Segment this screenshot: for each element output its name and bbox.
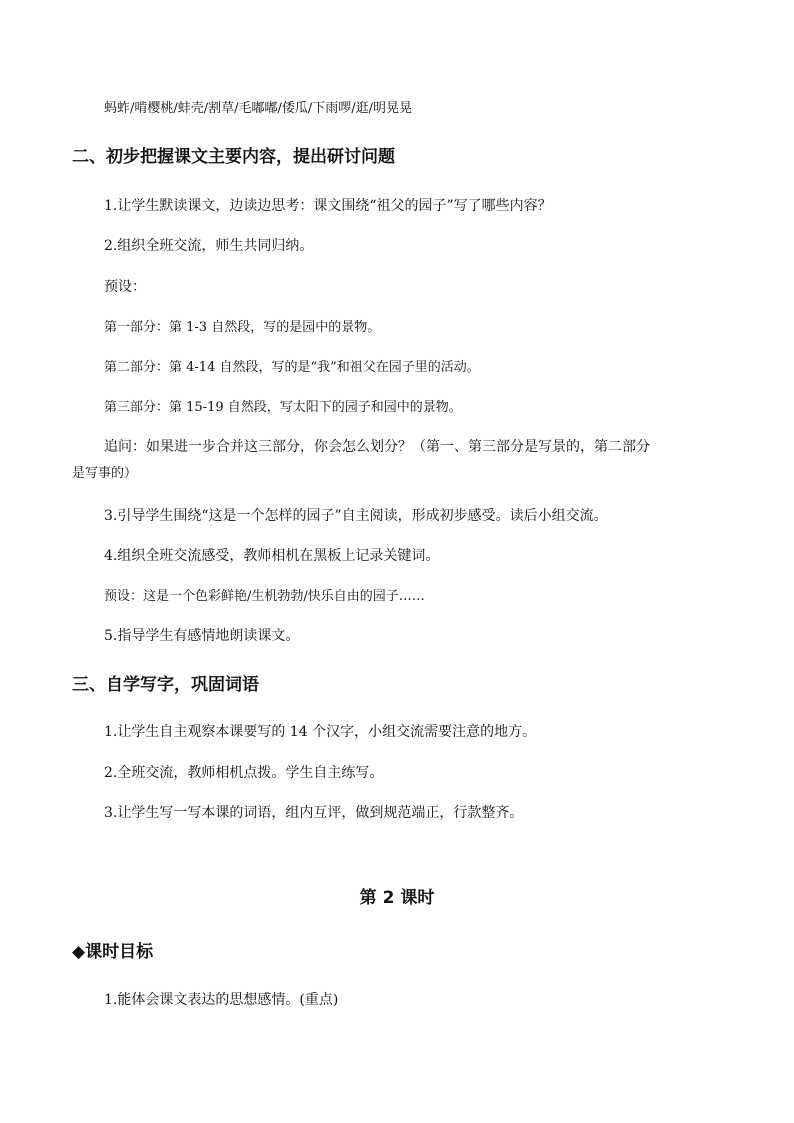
part-1: 第一部分：第 1-3 自然段，写的是园中的景物。 <box>104 320 381 335</box>
section-heading-3: 三、自学写字，巩固词语 <box>72 675 259 695</box>
lesson-goals-heading: ◆课时目标 <box>72 942 154 962</box>
preset-label: 预设： <box>104 279 146 295</box>
section3-item-1: 1.让学生自主观察本课要写的 14 个汉字，小组交流需要注意的地方。 <box>104 724 537 740</box>
section-heading-2: 二、初步把握课文主要内容，提出研讨问题 <box>72 147 395 167</box>
lesson-title: 第 2 课时 <box>359 888 435 908</box>
followup-question-line-2: 是写事的） <box>72 466 138 481</box>
section3-item-3: 3.让学生写一写本课的词语，组内互评，做到规范端正，行款整齐。 <box>104 805 524 821</box>
part-2: 第二部分：第 4-14 自然段，写的是“我”和祖父在园子里的活动。 <box>104 360 480 375</box>
lesson-goal-1: 1.能体会课文表达的思想感情。(重点) <box>104 992 339 1008</box>
section2-item-1: 1.让学生默读课文，边读边思考：课文围绕“祖父的园子”写了哪些内容？ <box>104 198 552 214</box>
section2-item-3: 3.引导学生围绕“这是一个怎样的园子”自主阅读，形成初步感受。读后小组交流。 <box>104 508 608 524</box>
section3-item-2: 2.全班交流，教师相机点拨。学生自主练写。 <box>104 765 384 781</box>
section2-item-5: 5.指导学生有感情地朗读课文。 <box>104 628 300 644</box>
section2-item-4: 4.组织全班交流感受，教师相机在黑板上记录关键词。 <box>104 548 440 564</box>
part-3: 第三部分：第 15-19 自然段，写太阳下的园子和园中的景物。 <box>104 400 462 415</box>
followup-question-line-1: 追问：如果进一步合并这三部分，你会怎么划分？（第一、第三部分是写景的，第二部分 <box>104 439 650 455</box>
intro-word-list: 蚂蚱/啃樱桃/蚌壳/割草/毛嘟嘟/倭瓜/下雨啰/逛/明晃晃 <box>104 101 413 116</box>
section2-item-2: 2.组织全班交流，师生共同归纳。 <box>104 238 314 254</box>
preset-2: 预设：这是一个色彩鲜艳/生机勃勃/快乐自由的园子…… <box>104 589 425 604</box>
